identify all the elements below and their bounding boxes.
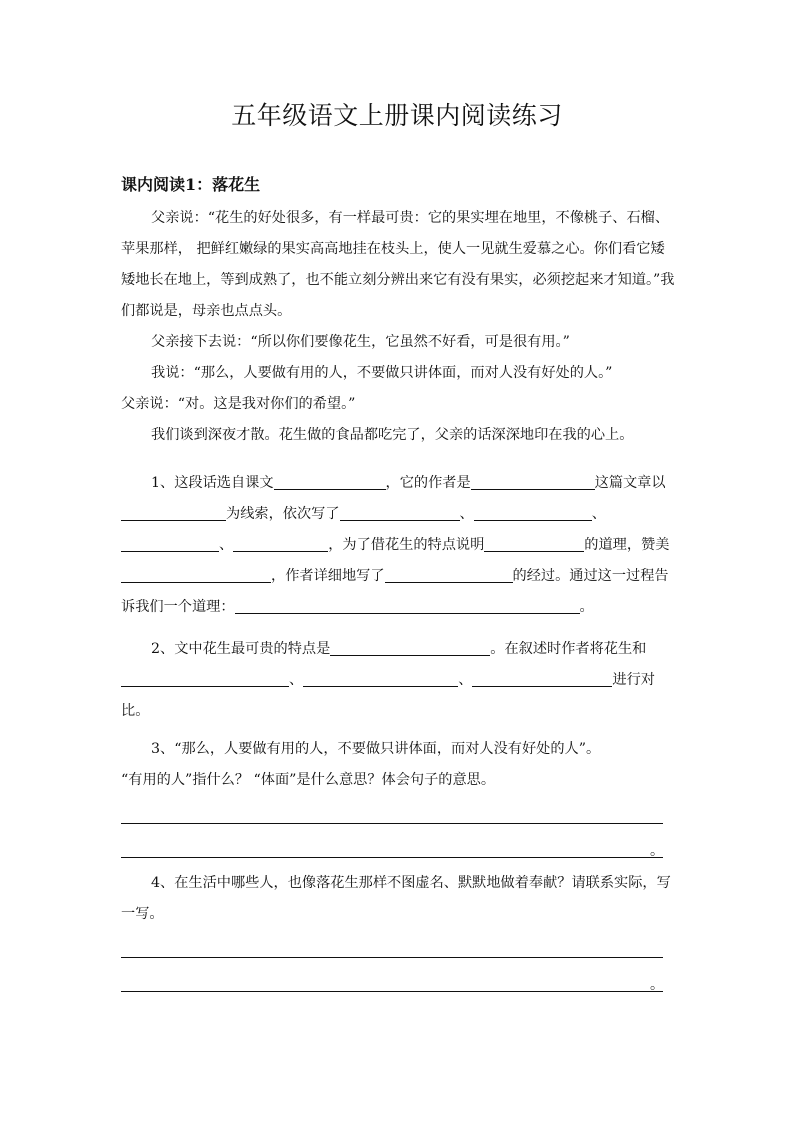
q1-blank-event-2[interactable] (474, 502, 592, 521)
question-4 (121, 868, 677, 930)
q1-blank-detail[interactable] (385, 564, 513, 583)
q2-blank-compare-1[interactable] (121, 668, 289, 687)
q1-blank-author[interactable] (471, 471, 595, 490)
q4-end-mark: 。 (650, 977, 664, 993)
q3-answer-line-2[interactable] (121, 857, 663, 858)
q2-text-d: 、 (458, 672, 473, 688)
question-2 (121, 634, 677, 727)
q1-blank-lesson-learned[interactable] (235, 595, 580, 614)
q1-text-h: ，为了借花生的特点说明 (328, 537, 485, 553)
q3-prompt: 3、“那么，人要做有用的人，不要做只讲体面，而对人没有好处的人”。 (151, 741, 601, 757)
q1-text-g: 、 (219, 537, 234, 553)
q1-blank-lesson[interactable] (274, 471, 386, 490)
q1-text-b: ，它的作者是 (385, 475, 471, 491)
q1-blank-event-4[interactable] (233, 533, 328, 552)
question-1 (121, 468, 677, 623)
q1-blank-event-1[interactable] (340, 502, 460, 521)
q2-blank-feature[interactable] (330, 637, 490, 656)
q4-answer-line-2[interactable] (121, 991, 663, 992)
q1-text-d: 为线索，依次写了 (226, 506, 340, 522)
q2-text-b: 。在叙述时作者将花生和 (490, 641, 647, 657)
q2-text-a: 2、文中花生最可贵的特点是 (151, 641, 331, 657)
passage-paragraph-2: 父亲接下去说：“所以你们要像花生，它虽然不好看，可是很有用。” (151, 334, 570, 350)
q1-text-j: ，作者详细地写了 (271, 568, 385, 584)
passage-paragraph-4: 父亲说：“对。这是我对你们的希望。” (121, 396, 356, 412)
q1-text-k: 的经过。通过这一过程告诉我们一个道理： (121, 568, 669, 615)
q1-text-i: 的道理，赞美 (584, 537, 670, 553)
passage-paragraph-1: 父亲说：“花生的好处很多，有一样最可贵：它的果实埋在地里，不像桃子、石榴、苹果那样， 把鲜红嫩绿的果实高高地挂在枝头上，使人一见就生爱慕之心。你们看它矮矮地长在地上，等到成熟了，也不能立刻分辨出来它有没有果实，必须挖起来才知道。”我们都说是，母亲也点点头。 (121, 210, 675, 319)
section-heading: 课内阅读1：落花生 (121, 175, 261, 194)
q1-text-f: 、 (591, 506, 606, 522)
q3-end-mark: 。 (650, 843, 664, 859)
q3-subprompt: “有用的人”指什么？ “体面”是什么意思？体会句子的意思。 (121, 772, 496, 788)
q1-text-e: 、 (459, 506, 474, 522)
page-title: 五年级语文上册课内阅读练习 (231, 101, 563, 130)
q1-blank-clue[interactable] (121, 502, 226, 521)
q2-blank-compare-2[interactable] (303, 668, 458, 687)
q2-text-c: 、 (289, 672, 304, 688)
q1-text-l: 。 (579, 599, 594, 615)
q1-blank-event-3[interactable] (121, 533, 219, 552)
q1-text-c: 这篇文章以 (594, 475, 666, 491)
q2-blank-compare-3[interactable] (472, 668, 612, 687)
passage-paragraph-3: 我说：“那么，人要做有用的人，不要做只讲体面，而对人没有好处的人。” (151, 365, 613, 381)
q1-blank-principle[interactable] (484, 533, 584, 552)
q3-answer-line-1[interactable] (121, 823, 663, 824)
q4-prompt: 4、在生活中哪些人，也像落花生那样不图虚名、默默地做着奉献？请联系实际，写一写。 (121, 875, 671, 922)
q1-blank-praise[interactable] (121, 564, 271, 583)
reading-passage (121, 203, 677, 451)
q1-text-a: 1、这段话选自课文 (151, 475, 274, 491)
question-3 (121, 734, 677, 796)
q4-answer-line-1[interactable] (121, 957, 663, 958)
passage-paragraph-5: 我们谈到深夜才散。花生做的食品都吃完了，父亲的话深深地印在我的心上。 (151, 427, 634, 443)
q2-text-e: 进行对比。 (121, 672, 655, 719)
